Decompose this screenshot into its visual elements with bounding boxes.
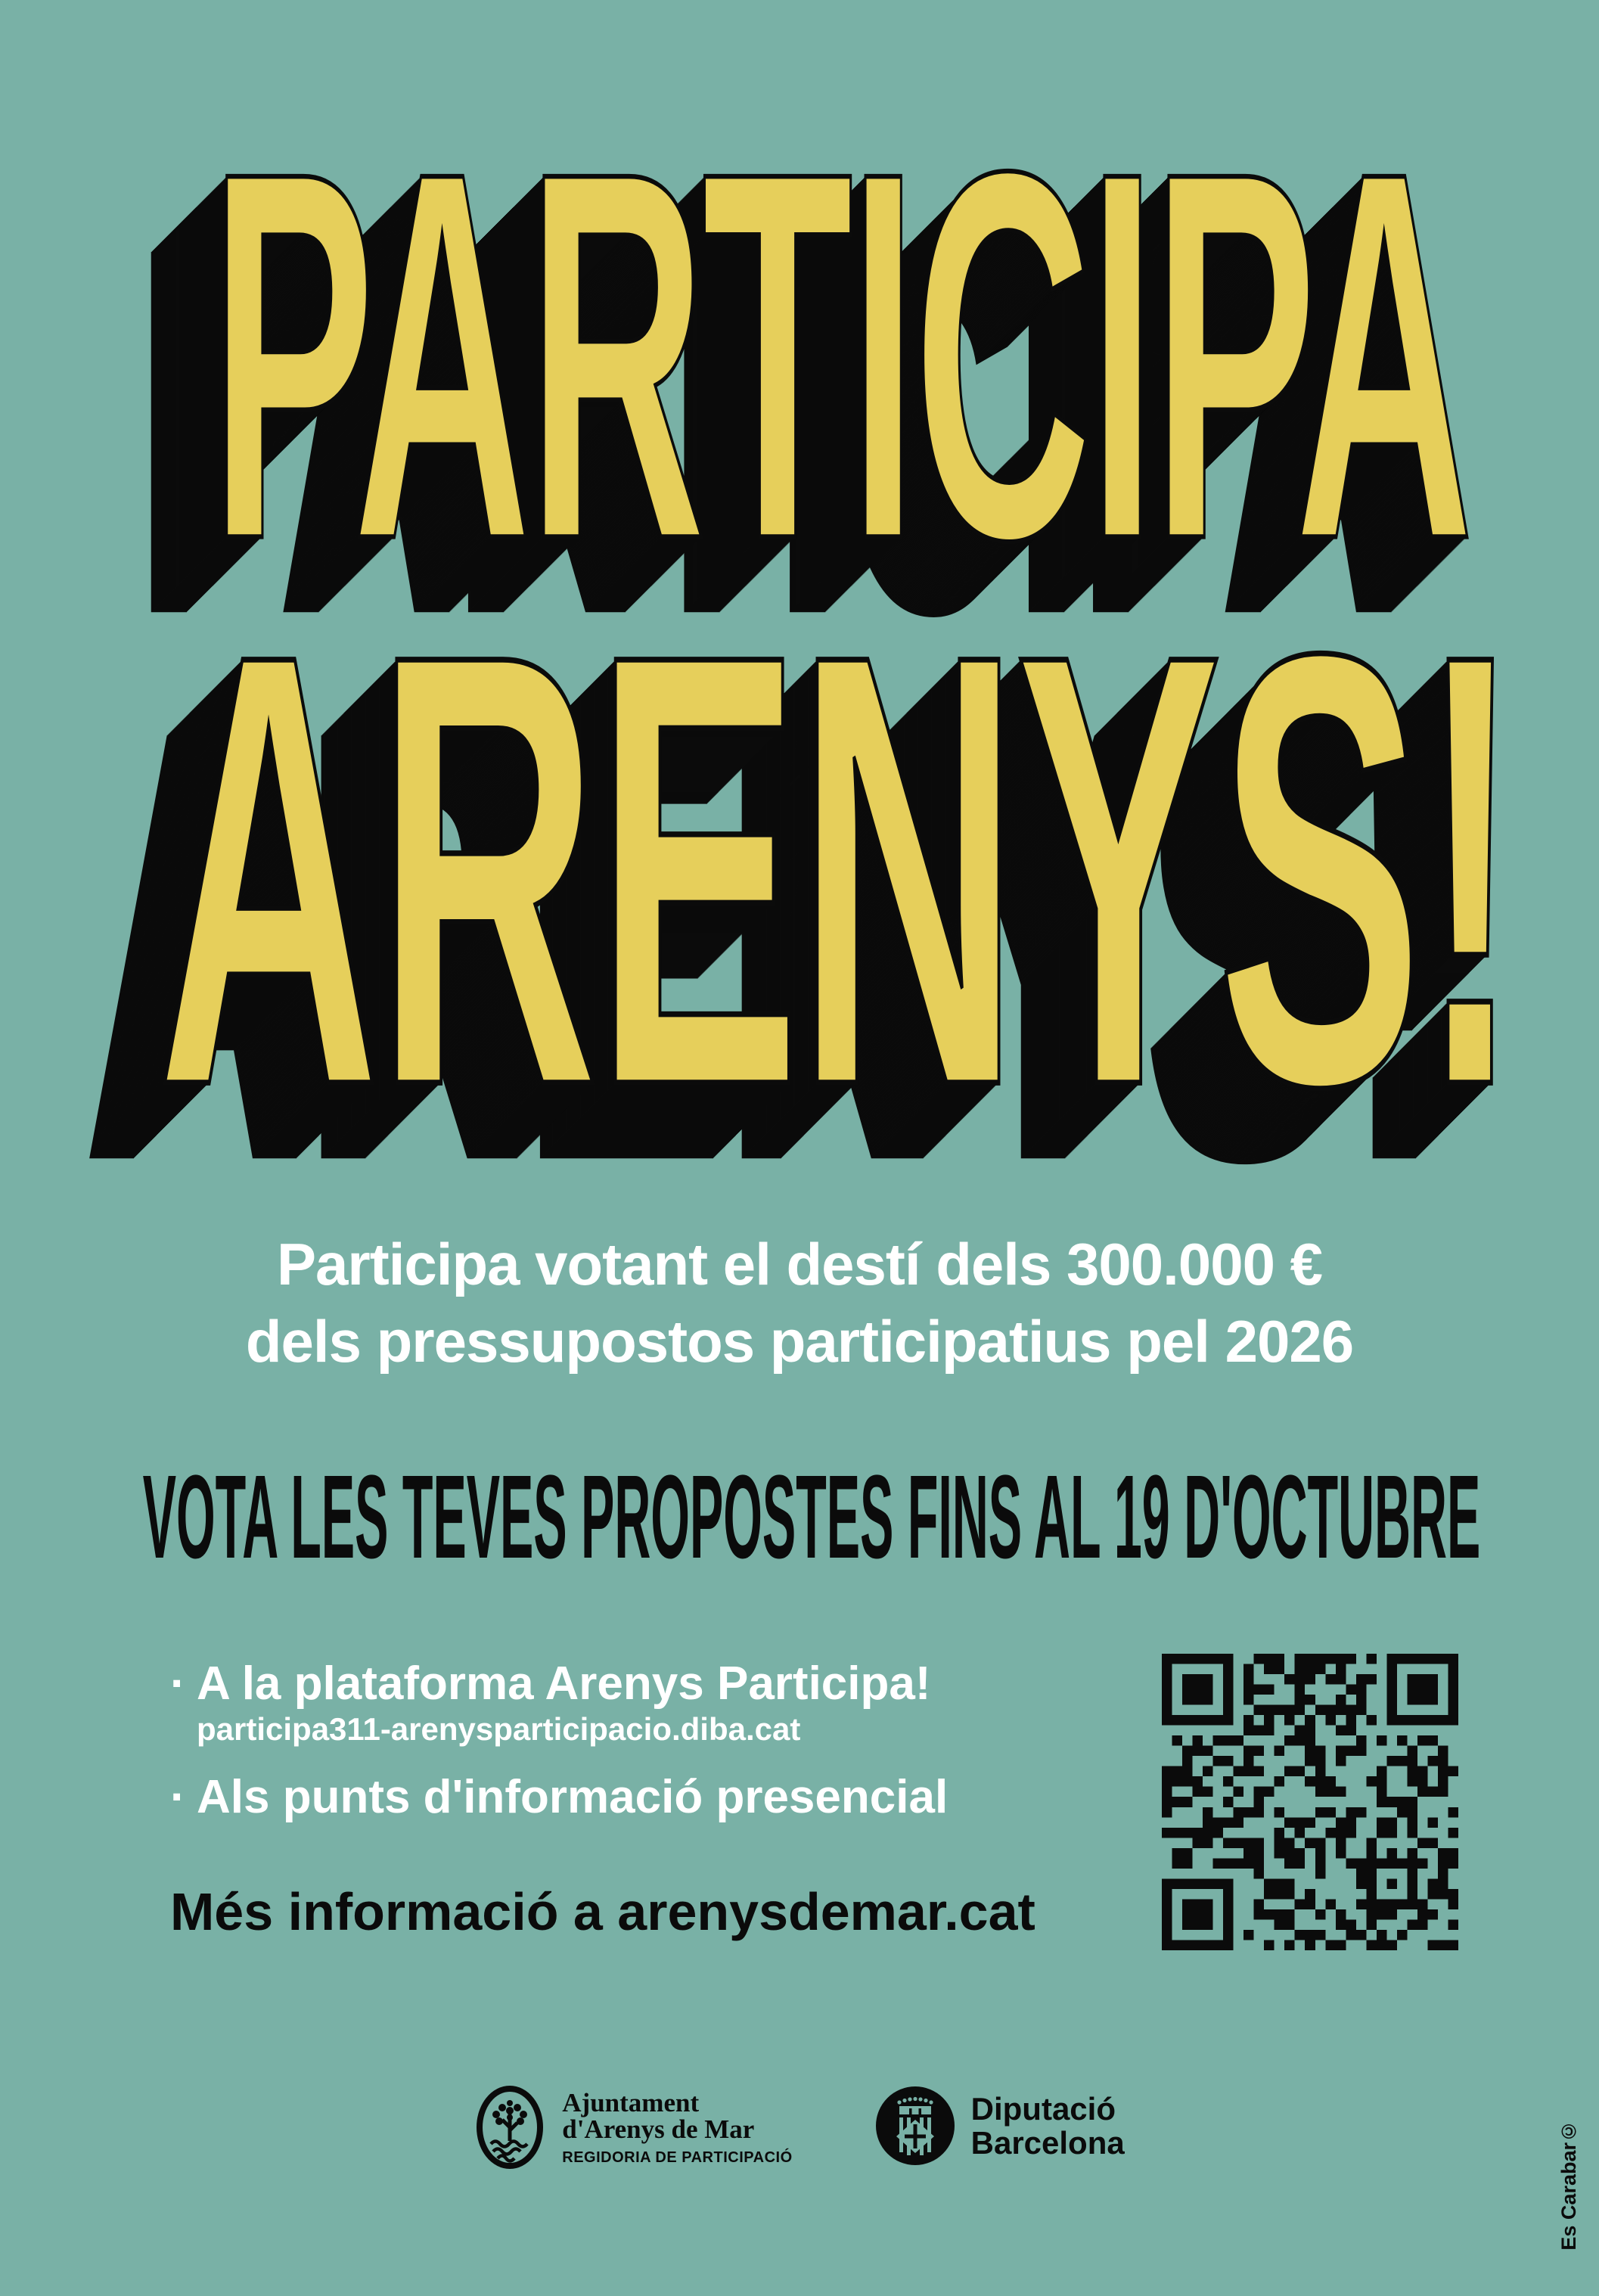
title-arenys: ARENYS!: [157, 527, 1518, 1214]
diputacio-logo: [876, 2085, 1125, 2165]
diputacio-name-line1: Diputació: [970, 2091, 1116, 2127]
ajuntament-crest-icon: [474, 2085, 545, 2170]
voting-channels-list: [170, 1657, 1035, 1941]
ajuntament-department-label: REGIDORIA DE PARTICIPACIÓ: [562, 2149, 793, 2166]
qr-code-icon: [1162, 1654, 1458, 1950]
ajuntament-name-line2: d'Arenys de Mar: [562, 2114, 755, 2144]
credit-vertical-text: Es Carabar©: [1557, 2120, 1580, 2251]
intro-text: [0, 1226, 1599, 1380]
ajuntament-name-line1: Ajuntament: [562, 2088, 700, 2117]
list-item-platform: [170, 1657, 1035, 1710]
intro-line-2: dels pressupostos participatius pel 2026: [245, 1308, 1354, 1375]
bullet-marker: ·: [170, 1658, 186, 1710]
footer-logos: [0, 2085, 1599, 2170]
bullet-marker: ·: [170, 1770, 186, 1823]
diputacio-name-line2: Barcelona: [970, 2124, 1125, 2161]
intro-line-1: Participa votant el destí dels 300.000 €: [276, 1231, 1322, 1297]
list-item-platform-label: A la plataforma Arenys Participa!: [197, 1658, 931, 1710]
title-participa: PARTICIPA: [210, 64, 1470, 649]
platform-url: participa311-arenysparticipacio.diba.cat: [197, 1711, 801, 1748]
list-item-info-points-label: Als punts d'informació presencial: [197, 1770, 949, 1823]
vote-deadline-headline: VOTA LES TEVES PROPOSTES FINS AL 19 D'OCTUBRE: [142, 1451, 1481, 1583]
more-info-text: Més informació a arenysdemar.cat: [170, 1881, 1035, 1941]
list-item-info-points: [170, 1770, 1035, 1824]
diputacio-crest-icon: [876, 2086, 955, 2165]
ajuntament-logo: [474, 2085, 792, 2170]
